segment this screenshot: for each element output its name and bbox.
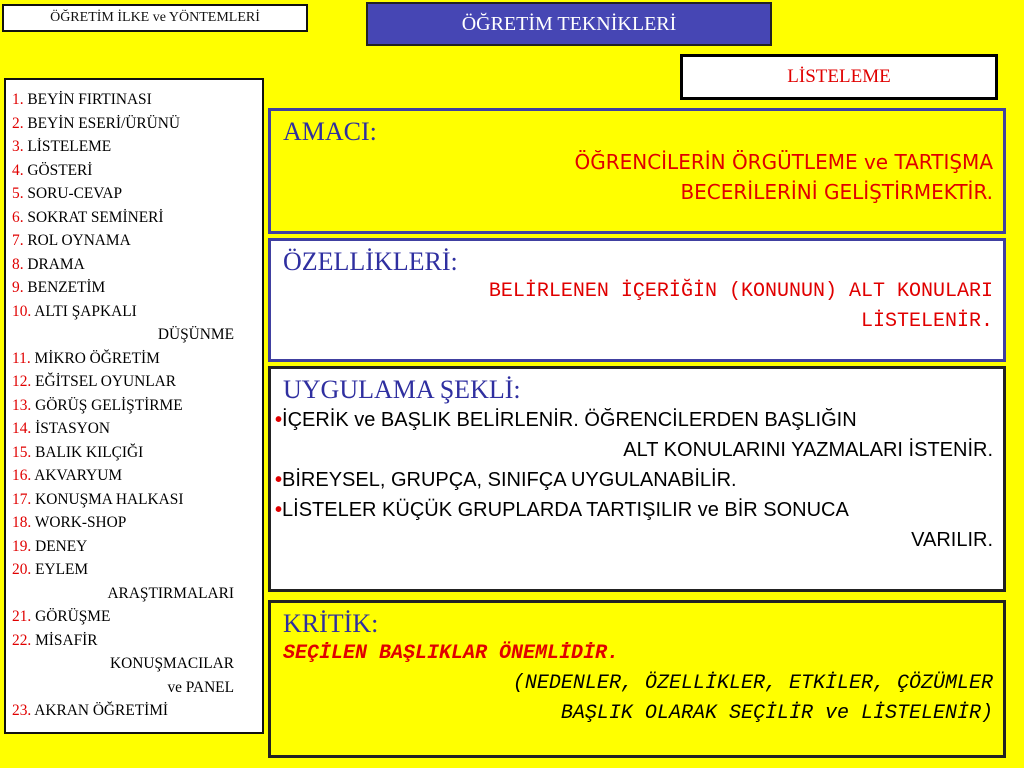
bullet-icon: •: [275, 469, 283, 491]
purpose-heading: AMACI:: [283, 117, 377, 146]
list-item-label: DENEY: [35, 537, 88, 555]
critique-panel: [268, 600, 1006, 758]
slide-title: ÖĞRETİM TEKNİKLERİ: [461, 13, 677, 35]
purpose-text-line-2: BECERİLERİNİ GELİŞTİRMEKTİR.: [680, 180, 993, 204]
list-item-number: 12.: [12, 373, 32, 390]
features-panel: [268, 238, 1006, 362]
application-bullet-2: [275, 465, 993, 495]
list-item-number: 23.: [12, 702, 32, 719]
list-item-number: 18.: [12, 514, 32, 531]
list-item-label: KONUŞMA HALKASI: [35, 490, 184, 508]
list-item-label: SORU-CEVAP: [27, 185, 123, 202]
list-item-continuation: DÜŞÜNME: [157, 326, 234, 343]
list-item: [12, 370, 256, 394]
bullet-icon: •: [275, 409, 283, 431]
list-item-continuation: ve PANEL: [167, 678, 234, 696]
list-item-number: 6.: [12, 208, 24, 226]
list-item: [12, 699, 256, 723]
list-item-number: 9.: [12, 279, 24, 296]
list-item: [12, 88, 256, 112]
features-heading: ÖZELLİKLERİ:: [283, 247, 458, 276]
list-item-label: MİSAFİR: [35, 631, 98, 649]
list-item-number: 15.: [12, 443, 32, 461]
list-item-label: MİKRO ÖĞRETİM: [34, 349, 160, 367]
list-item-label: GÖRÜŞ GELİŞTİRME: [35, 396, 183, 414]
list-item-number: 20.: [12, 561, 32, 578]
list-item-number: 11.: [12, 349, 31, 367]
list-item-label: WORK-SHOP: [34, 514, 127, 531]
list-item-number: 4.: [12, 161, 24, 179]
list-item: [12, 511, 256, 535]
list-item: [12, 182, 256, 206]
list-item-number: 21.: [12, 608, 32, 625]
list-item: [12, 135, 256, 159]
list-item-label: DRAMA: [27, 255, 85, 273]
list-item-number: 10.: [12, 302, 32, 320]
list-item-number: 5.: [12, 185, 24, 202]
list-item: [12, 229, 256, 253]
list-item-number: 8.: [12, 255, 24, 273]
application-bullet-2-text: BİREYSEL, GRUPÇA, SINIFÇA UYGULANABİLİR.: [282, 469, 737, 491]
list-item: [12, 159, 256, 183]
purpose-panel: [268, 108, 1006, 234]
application-bullet-3-line-2: VARILIR.: [911, 529, 993, 551]
technique-name: LİSTELEME: [787, 66, 891, 87]
application-bullet-3: [275, 495, 993, 525]
list-item-label: EYLEM: [35, 561, 89, 578]
list-item: [12, 464, 256, 488]
list-item: [12, 417, 256, 441]
list-item-label: GÖRÜŞME: [35, 608, 111, 625]
list-item-label: BEYİN ESERİ/ÜRÜNÜ: [27, 114, 181, 132]
list-item-label: EĞİTSEL OYUNLAR: [35, 373, 177, 390]
list-item-number: 1.: [12, 91, 24, 108]
list-item-number: 16.: [12, 467, 32, 484]
list-item-number: 14.: [12, 420, 32, 437]
list-item: [12, 276, 256, 300]
list-item: [12, 558, 256, 582]
list-item-number: 7.: [12, 232, 24, 249]
list-item-number: 3.: [12, 138, 24, 155]
course-title-box: [2, 4, 308, 32]
list-item: [12, 253, 256, 277]
list-item-label: BENZETİM: [27, 279, 106, 296]
list-item: [12, 300, 256, 324]
list-item-number: 22.: [12, 631, 32, 649]
list-item-continuation: ARAŞTIRMALARI: [107, 584, 234, 602]
purpose-text-line-1: ÖĞRENCİLERİN ÖRGÜTLEME ve TARTIŞMA: [574, 150, 993, 174]
list-item: [12, 488, 256, 512]
list-item-label: GÖSTERİ: [27, 161, 93, 179]
list-item-label: AKRAN ÖĞRETİMİ: [34, 702, 169, 719]
features-text-line-2: LİSTELENİR.: [860, 310, 993, 333]
list-item-number: 17.: [12, 490, 32, 508]
technique-name-box: [680, 54, 998, 100]
list-item-label: AKVARYUM: [34, 467, 123, 484]
course-title: ÖĞRETİM İLKE ve YÖNTEMLERİ: [50, 10, 260, 25]
features-text-line-1: BELİRLENEN İÇERİĞİN (KONUNUN) ALT KONULARI: [488, 280, 993, 303]
list-item-number: 13.: [12, 396, 32, 414]
list-item: [12, 394, 256, 418]
list-item: [12, 605, 256, 629]
list-item: [12, 112, 256, 136]
critique-text-line-3: BAŞLIK OLARAK SEÇİLİR ve LİSTELENİR): [560, 702, 993, 725]
list-item: [12, 535, 256, 559]
list-item-label: LİSTELEME: [27, 138, 112, 155]
bullet-icon: •: [275, 499, 283, 521]
techniques-list: [4, 78, 264, 734]
application-heading: UYGULAMA ŞEKLİ:: [283, 375, 521, 404]
list-item: [12, 629, 256, 653]
application-bullet-1-line-2: ALT KONULARINI YAZMALARI İSTENİR.: [623, 439, 993, 461]
list-item-label: ROL OYNAMA: [27, 232, 131, 249]
list-item: [12, 206, 256, 230]
slide-title-box: [366, 2, 772, 46]
list-item: [12, 347, 256, 371]
application-bullet-1-line-1: İÇERİK ve BAŞLIK BELİRLENİR. ÖĞRENCİLERDEN BAŞLIĞIN: [282, 409, 857, 431]
list-item-label: İSTASYON: [35, 420, 110, 437]
application-panel: [268, 366, 1006, 592]
list-item-number: 2.: [12, 114, 24, 132]
list-item-label: BEYİN FIRTINASI: [27, 91, 152, 108]
application-bullet-3-line-1: LİSTELER KÜÇÜK GRUPLARDA TARTIŞILIR ve BİR SONUCA: [282, 499, 849, 521]
list-item-continuation: KONUŞMACILAR: [110, 655, 234, 672]
application-bullet-1: [275, 405, 993, 435]
critique-heading: KRİTİK:: [283, 609, 379, 638]
critique-text-line-2: (NEDENLER, ÖZELLİKLER, ETKİLER, ÇÖZÜMLER: [512, 672, 993, 695]
list-item-label: ALTI ŞAPKALI: [34, 302, 137, 320]
list-item-label: BALIK KILÇIĞI: [35, 443, 144, 461]
list-item-number: 19.: [12, 537, 32, 555]
list-item: [12, 441, 256, 465]
critique-text-line-1: SEÇİLEN BAŞLIKLAR ÖNEMLİDİR.: [283, 642, 620, 665]
list-item-label: SOKRAT SEMİNERİ: [27, 208, 164, 226]
